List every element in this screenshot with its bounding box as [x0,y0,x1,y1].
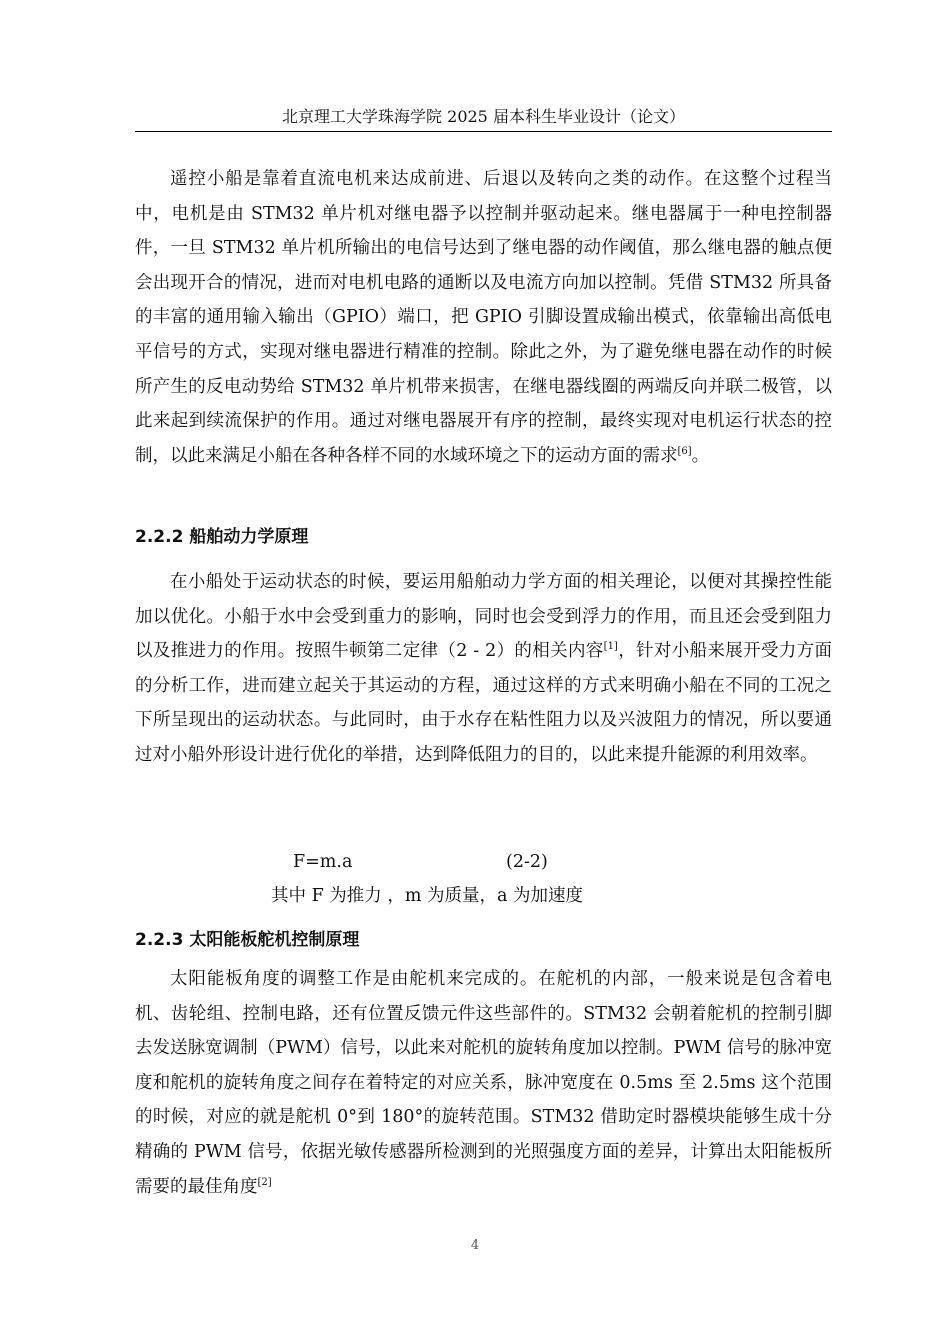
page-number: 4 [470,1238,480,1253]
citation-ref: [6] [677,445,692,457]
equation-number: (2-2) [506,852,548,872]
paragraph-text: 太阳能板角度的调整工作是由舵机来完成的。在舵机的内部，一般来说是包含着电机、齿轮组、控制电路，还有位置反馈元件这些部件的。STM32 会朝着舵机的控制引脚去发送脉宽调制（PWM）信号，以此来对舵机的旋转角度加以控制。PWM 信号的脉冲宽度和舵机的旋转角度之间存在着特定的对应关系，脉冲宽度在 0.5ms 至 2.5ms 这个范围的时候，对应的就是舵机 0°到 180°的旋转范围。STM32 借助定时器模块能够生成十分精确的 PWM 信号，依据光敏传感器所检测到的光照强度方面的差异，计算出太阳能板所需要的最佳角度 [135,969,832,1197]
citation-ref: [1] [603,641,618,653]
citation-ref: [2] [257,1176,272,1188]
equation-explanation: 其中 F 为推力 ，m 为质量，a 为加速度 [271,886,583,906]
paragraph-text: 在小船处于运动状态的时候，要运用船舶动力学方面的相关理论，以便对其操控性能加以优化。小船于水中会受到重力的影响，同时也会受到浮力的作用，而且还会受到阻力以及推进力的作用。按照牛顿第二定律（2 - 2）的相关内容 [135,572,832,662]
paragraph-servo-control [135,962,832,1204]
paragraph-ship-dynamics [135,565,832,773]
page-header: 北京理工大学珠海学院 2025 届本科生毕业设计（论文） [135,106,832,132]
equation-formula: F=m.a [293,852,353,872]
paragraph-relay-control [135,162,832,473]
paragraph-text: 遥控小船是靠着直流电机来达成前进、后退以及转向之类的动作。在这整个过程当中，电机是由 STM32 单片机对继电器予以控制并驱动起来。继电器属于一种电控制器件，一旦 STM32 单片机所输出的电信号达到了继电器的动作阈值，那么继电器的触点便会出现开合的情况，进而对电机电路的通断以及电流方向加以控制。凭借 STM32 所具备的丰富的通用输入输出（GPIO）端口，把 GPIO 引脚设置成输出模式，依靠输出高低电平信号的方式，实现对继电器进行精准的控制。除此之外，为了避免继电器在动作的时候所产生的反电动势给 STM32 单片机带来损害，在继电器线圈的两端反向并联二极管，以此来起到续流保护的作用。通过对继电器展开有序的控制，最终实现对电机运行状态的控制，以此来满足小船在各种各样不同的水域环境之下的运动方面的需求 [135,169,832,466]
paragraph-tail: 。 [691,445,710,466]
section-heading-2-2-2: 2.2.2 船舶动力学原理 [135,527,309,547]
paragraph-text: ，针对小船来展开受力方面的分析工作，进而建立起关于其运动的方程，通过这样的方式来明确小船在不同的工况之下所呈现出的运动状态。与此同时，由于水存在粘性阻力以及兴波阻力的情况，所以要通过对小船外形设计进行优化的举措，达到降低阻力的目的，以此来提升能源的利用效率。 [135,641,833,765]
section-heading-2-2-3: 2.2.3 太阳能板舵机控制原理 [135,930,360,950]
